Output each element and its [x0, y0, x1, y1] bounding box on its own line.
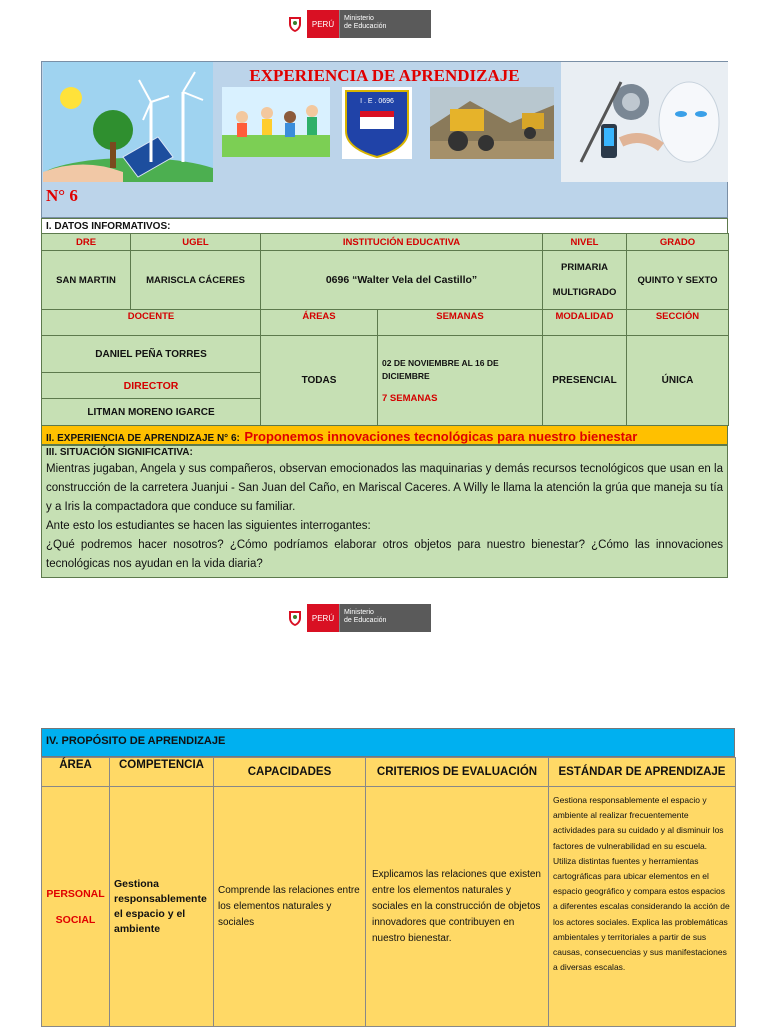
docente-value: DANIEL PEÑA TORRES: [42, 336, 261, 373]
logo-ministry: Ministerio de Educación: [339, 604, 431, 632]
situacion-text: Mientras jugaban, Angela y sus compañeros, observan emocionados las maquinarias y demás recursos tecnológicos que usan en la construcción de la carretera Juanjui - San Juan del Caño, en Mariscal Caceres. A Willy le llama la atención la grúa que maneja su tía y a Iris la compactadora que conduce su familiar. Ante esto los estudiantes se hacen las siguientes interrogantes: ¿Qué podremos hacer nosotros? ¿Cómo podríamos elaborar otros objetos para nuestro bienestar? ¿Cómo las innovaciones tecnológicas nos ayudan en la vida diaria?: [46, 463, 723, 570]
ugel-value: MARISCLA CÁCERES: [131, 251, 261, 310]
situacion-heading: III. SITUACIÓN SIGNIFICATIVA:: [46, 447, 193, 458]
col-grado: GRADO: [627, 234, 729, 251]
institucion-value: 0696 “Walter Vela del Castillo”: [261, 251, 543, 310]
proposito-heading-bar: [41, 728, 735, 757]
col-estandar: ESTÁNDAR DE APRENDIZAJE: [549, 758, 736, 787]
col-criterios: CRITERIOS DE EVALUACIÓN: [366, 758, 549, 787]
minedu-logo-2: [283, 604, 431, 632]
modalidad-value: PRESENCIAL: [543, 336, 627, 426]
director-label: DIRECTOR: [42, 373, 261, 399]
experience-header: [41, 61, 728, 218]
area-value: PERSONAL SOCIAL: [42, 787, 110, 1027]
col-nivel: NIVEL: [543, 234, 627, 251]
col-institucion: INSTITUCIÓN EDUCATIVA: [261, 234, 543, 251]
nivel-value: PRIMARIA MULTIGRADO: [543, 251, 627, 310]
page-title: EXPERIENCIA DE APRENDIZAJE: [249, 66, 520, 85]
col-dre: DRE: [42, 234, 131, 251]
col-capacidades: CAPACIDADES: [214, 758, 366, 787]
criterios-value: Explicamos las relaciones que existen entre los elementos naturales y sociales en la construcción de objetos innovadores que contribuyen en nuestro bienestar.: [366, 787, 549, 1027]
dre-value: SAN MARTIN: [42, 251, 131, 310]
proposito-heading: IV. PROPÓSITO DE APRENDIZAJE: [46, 735, 226, 747]
capacidades-value: Comprende las relaciones entre los elementos naturales y sociales: [214, 787, 366, 1027]
datos-table: [41, 233, 729, 310]
experience-number: N° 6: [46, 186, 78, 205]
svg-text:I . E . 0696: I . E . 0696: [360, 98, 394, 105]
grado-value: QUINTO Y SEXTO: [627, 251, 729, 310]
robot-technology-image: [561, 62, 728, 182]
col-semanas: SEMANAS: [378, 310, 543, 336]
school-badge-image: [342, 87, 412, 159]
col-modalidad: MODALIDAD: [543, 310, 627, 336]
col-docente: DOCENTE: [42, 310, 261, 336]
datos-heading: I. DATOS INFORMATIVOS:: [41, 218, 728, 233]
logo-country: PERÚ: [307, 10, 339, 38]
estandar-value: Gestiona responsablemente el espacio y ambiente al realizar frecuentemente actividades para su cuidado y al disminuir los factores de vulnerabilidad en su escuela. Utiliza distintas fuentes y herramientas cartográficas para ubicar elementos en el espacio geográfico y compara estos espacios a diferentes escalas considerando la acción de los actores sociales. Explica las problemáticas ambientales y territoriales a partir de sus causas, consecuencias y sus manifestaciones a diversas escalas.: [549, 787, 736, 1027]
competencia-value: Gestiona responsablemente el espacio y el ambiente: [110, 787, 214, 1027]
director-value: LITMAN MORENO IGARCE: [42, 399, 261, 426]
col-seccion: SECCIÓN: [627, 310, 729, 336]
areas-value: TODAS: [261, 336, 378, 426]
proposito-table: [41, 757, 736, 1027]
semanas-value: 02 DE NOVIEMBRE AL 16 DE DICIEMBRE 7 SEMANAS: [378, 336, 543, 426]
minedu-logo: [283, 10, 431, 38]
situacion-box: [41, 445, 728, 578]
experiencia-label: II. EXPERIENCIA DE APRENDIZAJE N° 6:: [46, 433, 240, 444]
col-ugel: UGEL: [131, 234, 261, 251]
experiencia-title: Proponemos innovaciones tecnológicas para nuestro bienestar: [244, 429, 638, 444]
logo-ministry: Ministerio de Educación: [339, 10, 431, 38]
col-competencia: COMPETENCIA: [110, 758, 214, 787]
docente-table: [41, 309, 729, 426]
coat-of-arms-icon: [283, 10, 307, 38]
seccion-value: ÚNICA: [627, 336, 729, 426]
logo-country: PERÚ: [307, 604, 339, 632]
col-areas: ÁREAS: [261, 310, 378, 336]
col-area: ÁREA: [42, 758, 110, 787]
children-playing-image: [222, 87, 330, 157]
road-machinery-image: [430, 87, 554, 159]
coat-of-arms-icon: [283, 604, 307, 632]
experiencia-bar: [41, 425, 728, 445]
